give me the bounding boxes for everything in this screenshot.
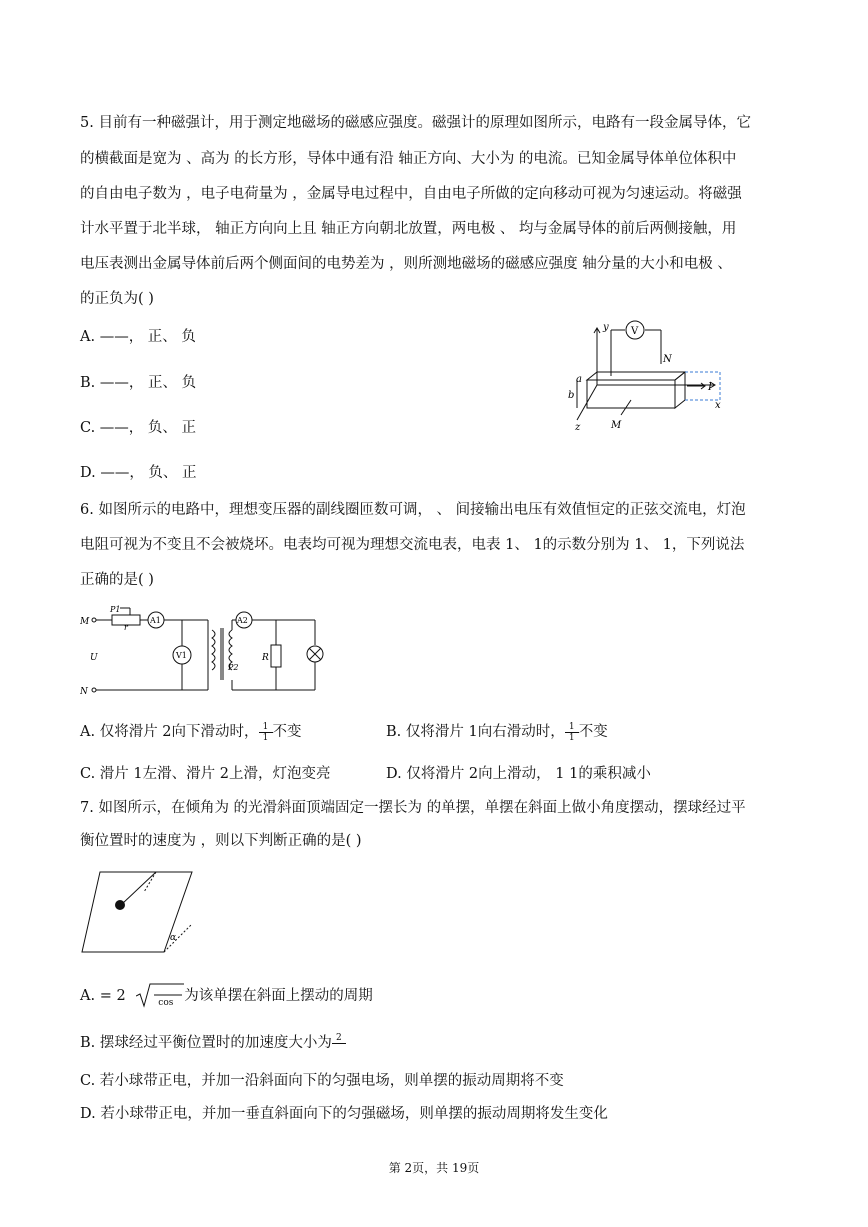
q6-label-p1: P1: [110, 605, 121, 614]
q6-label-m: M: [80, 617, 90, 627]
q7-pendulum-figure: [80, 868, 200, 958]
q6-label-a2: A2: [237, 616, 248, 625]
q5-option-a: A. ——， 正、 负: [80, 329, 196, 345]
q7-option-b: B. 摆球经过平衡位置时的加速度大小为 2: [80, 1031, 346, 1054]
q6-line-1: 6. 如图所示的电路中，理想变压器的副线圈匝数可调， 、 间接输出电压有效值恒定的正弦交流电，灯泡: [80, 502, 746, 518]
q5-line-2: 的横截面是宽为 、高为 的长方形，导体中通有沿 轴正方向、大小为 的电流。已知金属导体单位体积中: [80, 151, 737, 167]
q5-label-i: I: [708, 382, 712, 393]
q6-option-c: C. 滑片 1左滑、滑片 2上滑，灯泡变亮: [80, 766, 331, 782]
q6-option-a: A. 仅将滑片 2向下滑动时， 1 1 不变: [80, 721, 302, 743]
q6-circuit-figure: [80, 600, 330, 700]
q5-line-1: 5. 目前有一种磁强计，用于测定地磁场的磁感应强度。磁强计的原理如图所示，电路有一段金属导体，它: [80, 115, 751, 131]
q5-line-3: 的自由电子数为 ，电子电荷量为 ，金属导电过程中，自由电子所做的定向移动可视为匀速运动。将磁强: [80, 186, 742, 202]
q5-magnetometer-figure: [565, 300, 735, 440]
q6-label-r: r: [124, 623, 128, 632]
q5-label-n: N: [663, 354, 672, 365]
q7-line-1: 7. 如图所示，在倾角为 的光滑斜面顶端固定一摆长为 的单摆，单摆在斜面上做小角度摆动，摆球经过平: [80, 800, 746, 816]
q5-line-6: 的正负为( ): [80, 291, 154, 307]
q5-option-c: C. ——， 负、 正: [80, 420, 197, 436]
q6-label-u: U: [90, 653, 98, 663]
q6-line-3: 正确的是( ): [80, 572, 154, 588]
q6-option-b: B. 仅将滑片 1向右滑动时， 1 1 不变: [386, 721, 608, 743]
page-footer: 第 2页，共 19页: [388, 1161, 480, 1175]
q6-label-a1: A1: [150, 616, 161, 625]
q7-label-alpha: α: [170, 933, 177, 943]
q5-label-m: M: [611, 420, 622, 431]
q5-line-5: 电压表测出金属导体前后两个侧面间的电势差为 ，则所测地磁场的磁感应强度 轴分量的大小和电极 、: [80, 256, 732, 272]
q6-label-v1: V1: [176, 651, 187, 660]
q5-label-x: x: [715, 400, 721, 411]
q6-label-p2: P2: [228, 663, 239, 672]
q5-option-b: B. ——， 正、 负: [80, 375, 197, 391]
q5-option-d: D. ——， 负、 正: [80, 465, 197, 481]
q7-option-a: A. = 2 cos 为该单摆在斜面上摆动的周期: [80, 984, 373, 1008]
q5-label-v: V: [631, 326, 639, 337]
q7-line-2: 衡位置时的速度为 ，则以下判断正确的是( ): [80, 833, 362, 849]
q5-label-y: y: [603, 322, 609, 333]
q7-option-d: D. 若小球带正电，并加一垂直斜面向下的匀强磁场，则单摆的振动周期将发生变化: [80, 1106, 608, 1122]
q7-option-a-cos: cos: [158, 998, 174, 1008]
q7-pendulum-bob: [115, 900, 125, 910]
q6-line-2: 电阻可视为不变且不会被烧坏。电表均可视为理想交流电表，电表 1、 1的示数分别为 1、 1，下列说法: [80, 537, 745, 553]
q5-label-a: a: [576, 374, 582, 385]
q6-label-r-big: R: [262, 653, 269, 663]
q5-line-4: 计水平置于北半球， 轴正方向向上且 轴正方向朝北放置，两电极 、 均与金属导体的前后两侧接触，用: [80, 221, 737, 237]
q5-label-z: z: [575, 422, 581, 433]
q7-option-c: C. 若小球带正电，并加一沿斜面向下的匀强电场，则单摆的振动周期将不变: [80, 1073, 564, 1089]
q5-label-b: b: [568, 390, 575, 401]
q6-label-n: N: [80, 687, 88, 697]
q6-option-d: D. 仅将滑片 2向上滑动， 1 1的乘积减小: [386, 766, 651, 782]
